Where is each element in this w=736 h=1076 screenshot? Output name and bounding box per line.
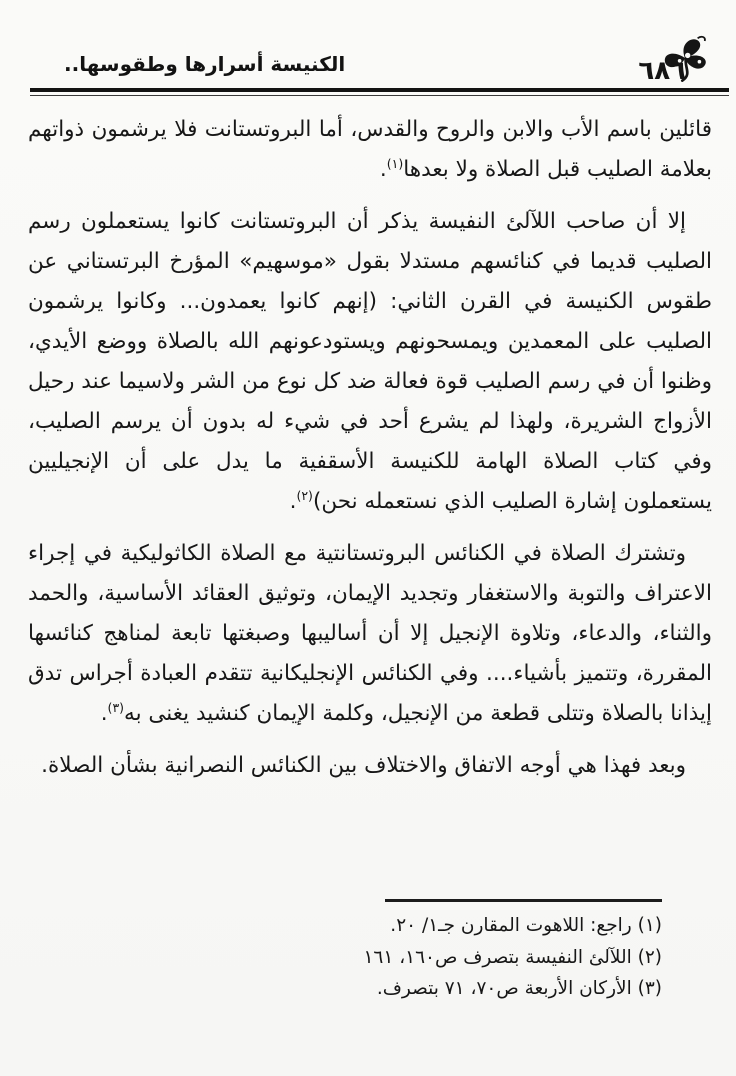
paragraph-4: [28, 746, 712, 786]
footnote-ref-2: (٢): [296, 487, 313, 503]
paragraph-2: [28, 202, 712, 522]
header-rule: [30, 88, 729, 96]
paragraph-3: [28, 534, 712, 734]
page-number-group: [618, 34, 714, 92]
paragraph-text: قائلين باسم الأب والابن والروح والقدس، أما البروتستانت فلا يرشمون ذواتهم بعلامة الصليب قبل الصلاة ولا بعدها: [28, 117, 712, 182]
paragraph-text: وبعد فهذا هي أوجه الاتفاق والاختلاف بين الكنائس النصرانية بشأن الصلاة.: [41, 753, 686, 778]
running-header-title: الكنيسة أسرارها وطقوسها..: [64, 52, 346, 76]
sentence-end: .: [289, 489, 297, 514]
sentence-end: .: [100, 701, 108, 726]
page-number: ٦٨٦: [638, 56, 686, 86]
footnote-3: (٣) الأركان الأربعة ص٧٠، ٧١ بتصرف.: [376, 978, 662, 999]
paragraph-text: وتشترك الصلاة في الكنائس البروتستانتية مع الصلاة الكاثوليكية في إجراء الاعتراف والتوبة والاستغفار وتجديد الإيمان، وتوثيق العقائد الأساسية، والحمد والثناء، والدعاء، وتلاوة الإنجيل إلا أن أساليبها وصبغتها تابعة لمناهج كنائسها المقررة، وتتميز بأشياء.... وفي الكنائس الإنجليكانية تتقدم العبادة أجراس تدق إيذانا بالصلاة وتتلى قطعة من الإنجيل، وكلمة الإيمان كنشيد يغنى به: [28, 541, 712, 726]
footnote-separator: [385, 899, 662, 902]
footnotes: [242, 899, 662, 1005]
footnote-1: (١) راجع: اللاهوت المقارن جـ١/ ٢٠.: [390, 915, 662, 936]
paragraph-text: إلا أن صاحب اللآلئ النفيسة يذكر أن البروتستانت كانوا يستعملون رسم الصليب قديما في كنائسهم مستدلا بقول «موسهيم» المؤرخ البرتستاني عن طقوس الكنيسة في القرن الثاني: (إنهم كانوا يعمدون... وكانوا يرشمون الصليب على المعمدين ويمسحونهم ويستودعونهم الله بالصلاة ووضع الأيدي، وظنوا أن في رسم الصليب قوة فعالة ضد كل نوع من الشر ولاسيما عند رحيل الأزواج الشريرة، ولهذا لم يشرع أحد في شيء له بدون أن يرسم الصليب، وفي كتاب الصلاة الهامة للكنيسة الأسقفية ما يدل على أن الإنجيليين يستعملون إشارة الصليب الذي نستعمله نحن): [28, 209, 712, 514]
paragraph-1: [28, 110, 712, 190]
footnote-2: (٢) اللآلئ النفيسة بتصرف ص١٦٠، ١٦١: [363, 946, 662, 968]
footnote-ref-3: (٣): [107, 699, 125, 715]
sentence-end: .: [379, 157, 387, 182]
page-body: [28, 110, 712, 798]
footnote-ref-1: (١): [386, 155, 404, 171]
